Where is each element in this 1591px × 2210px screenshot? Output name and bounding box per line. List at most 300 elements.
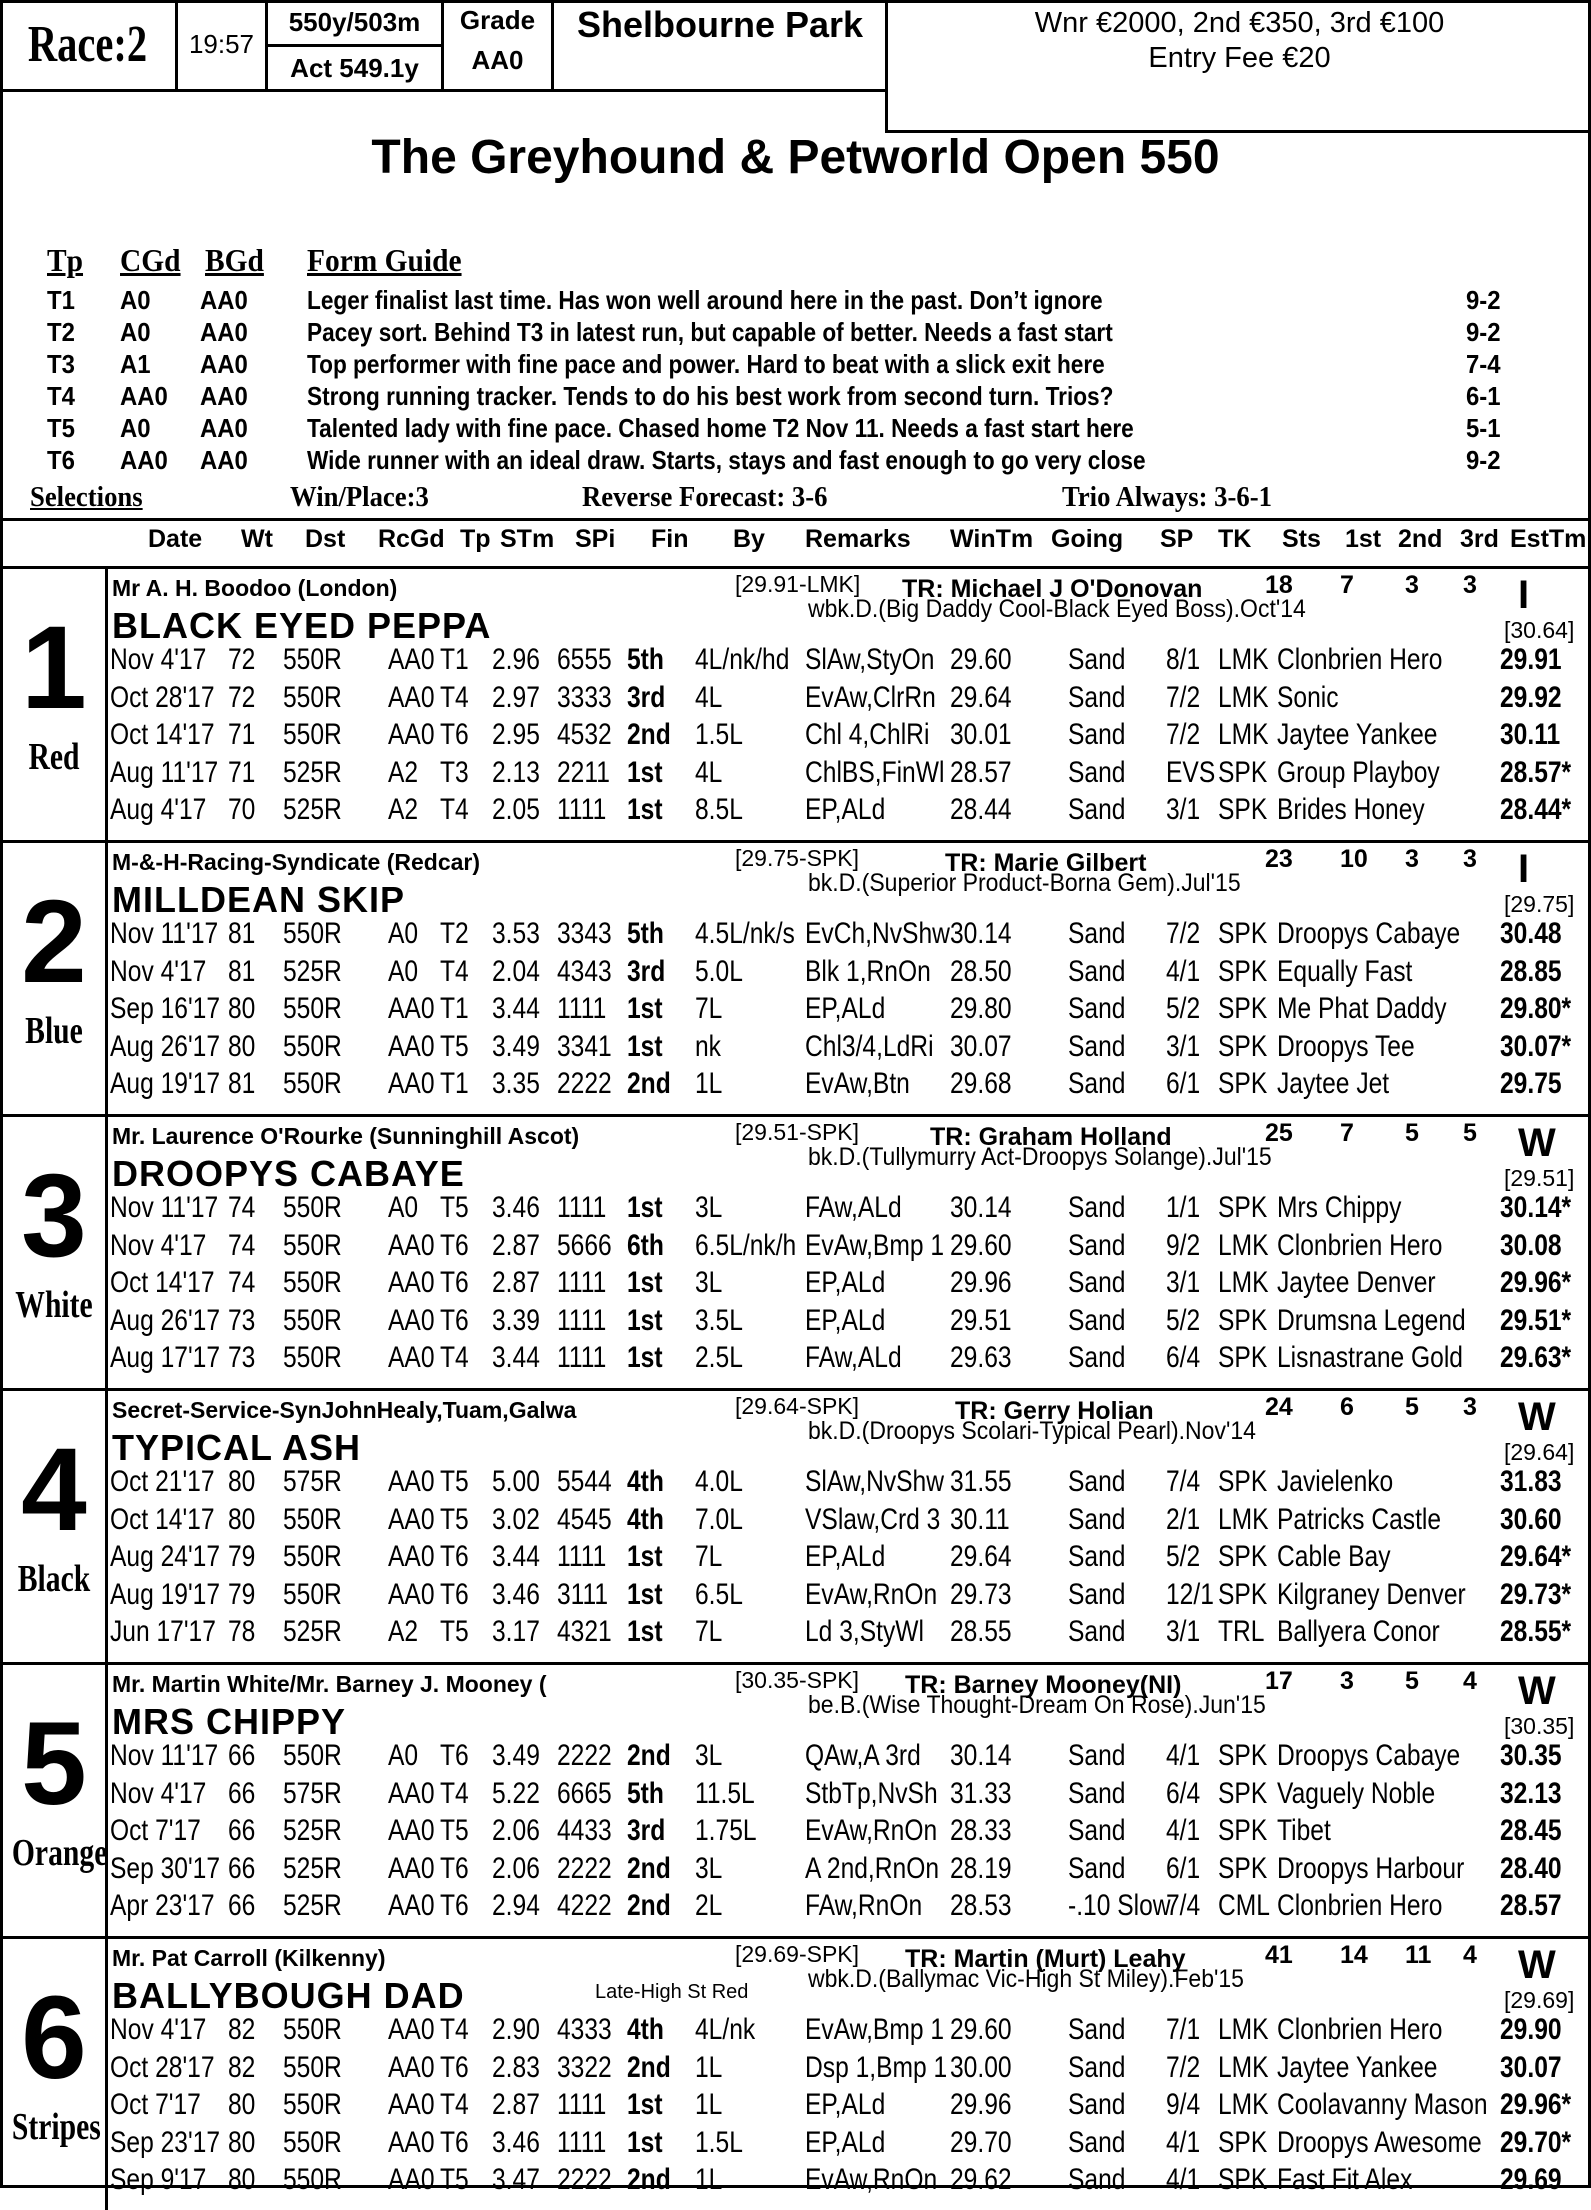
run-grade: AA0 <box>388 2013 435 2046</box>
run-grade: AA0 <box>388 1577 435 1611</box>
trap-number: 4 <box>21 1424 87 1556</box>
breeding: be.B.(Wise Thought-Dream On Rose).Jun'15 <box>808 1691 1266 1719</box>
run-finish: 2nd <box>627 2163 671 2197</box>
form-guide-bgd: AA0 <box>200 445 248 475</box>
run-date: Oct 7'17 <box>110 2088 201 2122</box>
form-line <box>110 1538 1590 1575</box>
run-sp: 9/2 <box>1166 1228 1201 1262</box>
form-line <box>110 915 1590 952</box>
seconds: 11 <box>1405 1941 1432 1969</box>
column-header: EstTm <box>1510 525 1587 553</box>
form-line <box>110 791 1590 828</box>
run-winner: Sonic <box>1277 680 1339 714</box>
trap-block <box>0 1388 1591 1662</box>
run-winner: Jaytee Denver <box>1277 1266 1436 1300</box>
run-going: Sand <box>1068 1540 1126 1574</box>
run-remarks: Chl3/4,LdRi <box>805 1029 934 1063</box>
run-track: SPK <box>1218 1540 1268 1574</box>
run-sp: 7/2 <box>1166 917 1201 950</box>
form-guide-row <box>0 285 1591 317</box>
run-distance: 550R <box>283 1029 342 1063</box>
run-splits: 1111 <box>557 1191 607 1224</box>
run-est-time: 29.63* <box>1500 1341 1572 1375</box>
owner: Mr. Pat Carroll (Kilkenny) <box>112 1945 386 1971</box>
run-trap: T6 <box>440 1739 469 1772</box>
run-by: 1L <box>695 2163 723 2197</box>
run-track: SPK <box>1218 1067 1268 1101</box>
run-trap: T6 <box>440 1540 469 1574</box>
run-grade: AA0 <box>388 1029 435 1063</box>
column-header: Wt <box>241 525 273 553</box>
run-distance: 550R <box>283 2125 342 2159</box>
starts: 24 <box>1265 1393 1293 1421</box>
run-grade: AA0 <box>388 1851 435 1885</box>
form-guide-cgd: AA0 <box>120 381 168 411</box>
run-going: Sand <box>1068 1067 1126 1101</box>
run-finish: 1st <box>627 2088 663 2122</box>
race-header-row <box>0 0 885 92</box>
run-distance: 575R <box>283 1776 342 1810</box>
run-remarks: EP,ALd <box>805 2088 886 2122</box>
run-date: Aug 26'17 <box>110 1029 221 1063</box>
run-sectional: 3.46 <box>492 1191 540 1224</box>
form-guide-row <box>0 445 1591 477</box>
actual-distance: Act 549.1y <box>290 52 419 83</box>
run-by: 4L/nk/hd <box>695 643 790 676</box>
run-winner: Clonbrien Hero <box>1277 1889 1443 1923</box>
race-number: Race:2 <box>27 16 148 73</box>
win-place: Win/Place:3 <box>290 481 429 513</box>
run-track: SPK <box>1218 1739 1268 1772</box>
run-by: 5.0L <box>695 954 743 988</box>
owner: Mr. Martin White/Mr. Barney J. Mooney ( <box>112 1671 547 1697</box>
run-remarks: ChlBS,FinWl <box>805 755 945 789</box>
run-splits: 3333 <box>557 680 612 714</box>
run-splits: 1111 <box>557 992 607 1026</box>
run-sectional: 3.46 <box>492 2125 540 2159</box>
run-finish: 1st <box>627 1615 663 1649</box>
run-sp: 4/1 <box>1166 954 1201 988</box>
run-date: Nov 4'17 <box>110 954 207 988</box>
run-weight: 80 <box>228 2088 256 2122</box>
run-win-time: 28.55 <box>950 1615 1012 1649</box>
trap-colour: White <box>15 1284 93 1326</box>
run-sp: 7/2 <box>1166 718 1201 752</box>
run-est-time: 29.51* <box>1500 1303 1572 1337</box>
run-going: Sand <box>1068 1191 1126 1224</box>
form-guide-bgd: AA0 <box>200 381 248 411</box>
run-grade: AA0 <box>388 992 435 1026</box>
run-win-time: 30.14 <box>950 1739 1012 1772</box>
run-date: Nov 11'17 <box>110 1191 219 1224</box>
run-weight: 82 <box>228 2050 256 2084</box>
run-winner: Droopys Tee <box>1277 1029 1415 1063</box>
run-win-time: 28.44 <box>950 793 1012 827</box>
run-grade: AA0 <box>388 643 435 676</box>
run-going: Sand <box>1068 1615 1126 1649</box>
running-style: I <box>1518 847 1530 891</box>
trap-number: 3 <box>21 1150 87 1282</box>
run-weight: 80 <box>228 1029 256 1063</box>
run-distance: 550R <box>283 1303 342 1337</box>
run-grade: A2 <box>388 793 419 827</box>
run-weight: 66 <box>228 1814 256 1848</box>
run-finish: 1st <box>627 1266 663 1300</box>
run-trap: T4 <box>440 1341 469 1375</box>
run-date: Oct 21'17 <box>110 1465 215 1498</box>
estimated-time: [30.35] <box>1504 1713 1575 1739</box>
run-trap: T5 <box>440 2163 469 2197</box>
run-win-time: 29.51 <box>950 1303 1012 1337</box>
run-finish: 2nd <box>627 1739 671 1772</box>
run-finish: 1st <box>627 992 663 1026</box>
run-remarks: SlAw,StyOn <box>805 643 935 676</box>
prize-money: Wnr €2000, 2nd €350, 3rd €100 <box>1034 7 1445 39</box>
run-est-time: 29.73* <box>1500 1577 1572 1611</box>
run-trap: T6 <box>440 1851 469 1885</box>
run-win-time: 29.63 <box>950 1341 1012 1375</box>
run-est-time: 29.75 <box>1500 1067 1562 1101</box>
run-date: Oct 7'17 <box>110 1814 201 1848</box>
prize-box <box>885 0 1591 133</box>
run-date: Sep 16'17 <box>110 992 221 1026</box>
run-winner: Lisnastrane Gold <box>1277 1341 1463 1375</box>
run-remarks: EP,ALd <box>805 992 886 1026</box>
run-est-time: 30.07* <box>1500 1029 1572 1063</box>
run-distance: 550R <box>283 1540 342 1574</box>
run-by: 7L <box>695 1540 723 1574</box>
run-by: 1.75L <box>695 1814 757 1848</box>
run-grade: AA0 <box>388 2125 435 2159</box>
trap-block <box>0 1662 1591 1936</box>
run-distance: 550R <box>283 1228 342 1262</box>
run-winner: Cable Bay <box>1277 1540 1391 1574</box>
run-remarks: EvAw,Bmp 1 <box>805 1228 945 1262</box>
run-weight: 80 <box>228 2125 256 2159</box>
seconds: 3 <box>1405 571 1419 599</box>
run-weight: 80 <box>228 1502 256 1536</box>
run-going: Sand <box>1068 1851 1126 1885</box>
run-winner: Ballyera Conor <box>1277 1615 1440 1649</box>
run-winner: Javielenko <box>1277 1465 1394 1498</box>
run-by: 11.5L <box>695 1776 755 1810</box>
seconds: 5 <box>1405 1667 1419 1695</box>
run-distance: 550R <box>283 1341 342 1375</box>
run-date: Aug 19'17 <box>110 1577 221 1611</box>
run-remarks: EP,ALd <box>805 2125 886 2159</box>
run-sectional: 3.17 <box>492 1615 540 1649</box>
run-going: Sand <box>1068 680 1126 714</box>
form-guide-bgd: AA0 <box>200 349 248 379</box>
run-weight: 81 <box>228 954 256 988</box>
run-trap: T4 <box>440 793 469 827</box>
run-sp: 9/4 <box>1166 2088 1201 2122</box>
race-time: 19:57 <box>188 29 255 59</box>
run-splits: 3341 <box>557 1029 612 1063</box>
run-by: 6.5L <box>695 1577 743 1611</box>
run-sp: 8/1 <box>1166 643 1201 676</box>
run-track: SPK <box>1218 992 1268 1026</box>
best-time-bracket: [29.75-SPK] <box>735 845 860 871</box>
form-guide-text: Leger finalist last time. Has won well around here in the past. Don’t ignore <box>307 285 1103 315</box>
run-by: nk <box>695 1029 721 1063</box>
form-line <box>110 990 1590 1027</box>
run-win-time: 31.55 <box>950 1465 1012 1498</box>
run-winner: Equally Fast <box>1277 954 1413 988</box>
form-guide-bgd: AA0 <box>200 317 248 347</box>
run-date: Aug 19'17 <box>110 1067 221 1101</box>
run-track: SPK <box>1218 1029 1268 1063</box>
wins: 7 <box>1340 1119 1354 1147</box>
run-win-time: 30.14 <box>950 917 1012 950</box>
run-sectional: 3.39 <box>492 1303 540 1337</box>
run-by: 2L <box>695 1889 723 1923</box>
thirds: 4 <box>1463 1941 1477 1969</box>
best-time-bracket: [29.69-SPK] <box>735 1941 860 1967</box>
run-track: SPK <box>1218 755 1268 789</box>
run-sectional: 3.02 <box>492 1502 540 1536</box>
run-distance: 550R <box>283 643 342 676</box>
run-grade: AA0 <box>388 2163 435 2197</box>
run-date: Aug 4'17 <box>110 793 207 827</box>
run-grade: AA0 <box>388 2088 435 2122</box>
run-distance: 550R <box>283 2013 342 2046</box>
run-sectional: 2.87 <box>492 2088 540 2122</box>
run-track: LMK <box>1218 680 1269 714</box>
run-date: Sep 9'17 <box>110 2163 207 2197</box>
run-grade: AA0 <box>388 718 435 752</box>
trap-colour: Black <box>17 1558 91 1600</box>
run-distance: 550R <box>283 1577 342 1611</box>
run-track: LMK <box>1218 1502 1269 1536</box>
run-remarks: Ld 3,StyWl <box>805 1615 924 1649</box>
run-remarks: A 2nd,RnOn <box>805 1851 940 1885</box>
run-trap: T3 <box>440 755 469 789</box>
run-win-time: 30.07 <box>950 1029 1012 1063</box>
run-grade: A2 <box>388 755 419 789</box>
run-date: Nov 4'17 <box>110 1776 207 1810</box>
run-weight: 73 <box>228 1341 256 1375</box>
trap-colour: Stripes <box>11 2106 101 2148</box>
run-est-time: 28.57 <box>1500 1889 1562 1923</box>
trap-block <box>0 1114 1591 1388</box>
run-splits: 3322 <box>557 2050 612 2084</box>
run-date: Nov 4'17 <box>110 2013 207 2046</box>
run-track: LMK <box>1218 718 1269 752</box>
column-header: 3rd <box>1460 525 1499 553</box>
run-splits: 1111 <box>557 2088 607 2122</box>
run-finish: 2nd <box>627 1851 671 1885</box>
breeding: wbk.D.(Big Daddy Cool-Black Eyed Boss).Oct'14 <box>808 595 1306 623</box>
run-grade: AA0 <box>388 1228 435 1262</box>
form-guide-bgd: AA0 <box>200 413 248 443</box>
run-grade: A2 <box>388 1615 419 1649</box>
form-guide-odds: 9-2 <box>1466 285 1501 315</box>
run-grade: AA0 <box>388 1502 435 1536</box>
form-guide-tp: T5 <box>47 413 75 443</box>
run-remarks: Chl 4,ChlRi <box>805 718 930 752</box>
run-finish: 4th <box>627 1465 664 1498</box>
run-by: 4L <box>695 680 723 714</box>
dog-name: MRS CHIPPY <box>112 1701 347 1742</box>
run-track: CML <box>1218 1889 1270 1923</box>
trainer: TR: Marie Gilbert <box>945 849 1147 877</box>
run-date: Aug 11'17 <box>110 755 219 789</box>
run-track: SPK <box>1218 954 1268 988</box>
run-win-time: 30.01 <box>950 718 1012 752</box>
run-going: Sand <box>1068 1814 1126 1848</box>
run-going: Sand <box>1068 793 1126 827</box>
run-going: Sand <box>1068 1303 1126 1337</box>
run-distance: 550R <box>283 1266 342 1300</box>
trap-colour: Red <box>28 736 80 778</box>
run-sp: EVS <box>1166 755 1216 789</box>
distance: 550y/503m <box>268 0 441 47</box>
run-sectional: 2.13 <box>492 755 540 789</box>
run-splits: 5666 <box>557 1228 612 1262</box>
form-line <box>110 1264 1590 1301</box>
late-note: Late-High St Red <box>595 1981 749 2003</box>
run-trap: T4 <box>440 1776 469 1810</box>
starts: 18 <box>1265 571 1293 599</box>
run-splits: 3343 <box>557 917 612 950</box>
trap-sidebar <box>0 1391 108 1662</box>
run-finish: 5th <box>627 1776 664 1810</box>
run-distance: 550R <box>283 2163 342 2197</box>
tp-header: Tp <box>47 242 84 278</box>
run-by: 6.5L/nk/h <box>695 1228 797 1262</box>
run-finish: 2nd <box>627 1067 671 1101</box>
run-weight: 81 <box>228 1067 256 1101</box>
run-trap: T4 <box>440 954 469 988</box>
run-trap: T6 <box>440 1577 469 1611</box>
starts: 25 <box>1265 1119 1293 1147</box>
distance-cell <box>268 0 444 89</box>
run-track: LMK <box>1218 643 1269 676</box>
trap-sidebar <box>0 569 108 840</box>
run-trap: T4 <box>440 2088 469 2122</box>
selections-label: Selections <box>30 481 143 513</box>
run-finish: 5th <box>627 643 664 676</box>
run-distance: 525R <box>283 755 342 789</box>
run-trap: T6 <box>440 1266 469 1300</box>
starts: 41 <box>1265 1941 1293 1969</box>
trap-sidebar <box>0 1117 108 1388</box>
run-weight: 71 <box>228 718 256 752</box>
form-guide-row <box>0 381 1591 413</box>
form-guide-row <box>0 317 1591 349</box>
run-track: SPK <box>1218 2163 1268 2197</box>
run-track: SPK <box>1218 1577 1268 1611</box>
run-remarks: Blk 1,RnOn <box>805 954 931 988</box>
run-going: Sand <box>1068 755 1126 789</box>
run-weight: 81 <box>228 917 256 950</box>
run-by: 2.5L <box>695 1341 743 1375</box>
run-remarks: EvAw,RnOn <box>805 1814 938 1848</box>
run-grade: AA0 <box>388 1814 435 1848</box>
run-trap: T4 <box>440 2013 469 2046</box>
run-est-time: 28.55* <box>1500 1615 1572 1649</box>
run-winner: Clonbrien Hero <box>1277 2013 1443 2046</box>
run-est-time: 30.14* <box>1500 1191 1572 1224</box>
run-est-time: 29.64* <box>1500 1540 1572 1574</box>
run-splits: 2222 <box>557 2163 612 2197</box>
run-weight: 66 <box>228 1889 256 1923</box>
run-est-time: 30.48 <box>1500 917 1562 950</box>
run-finish: 1st <box>627 1191 663 1224</box>
run-remarks: FAw,ALd <box>805 1191 902 1224</box>
thirds: 4 <box>1463 1667 1477 1695</box>
run-remarks: EP,ALd <box>805 793 886 827</box>
run-win-time: 30.11 <box>950 1502 1010 1536</box>
form-line <box>110 754 1590 791</box>
wins: 7 <box>1340 571 1354 599</box>
run-going: Sand <box>1068 2125 1126 2159</box>
run-weight: 71 <box>228 755 256 789</box>
run-est-time: 29.96* <box>1500 2088 1572 2122</box>
run-by: 4L <box>695 755 723 789</box>
run-distance: 550R <box>283 1191 342 1224</box>
run-win-time: 28.19 <box>950 1851 1012 1885</box>
run-by: 1L <box>695 2050 723 2084</box>
column-header: WinTm <box>950 525 1034 553</box>
run-splits: 2222 <box>557 1851 612 1885</box>
run-sectional: 3.49 <box>492 1029 540 1063</box>
run-going: Sand <box>1068 992 1126 1026</box>
form-line <box>110 1028 1590 1065</box>
run-trap: T5 <box>440 1814 469 1848</box>
run-by: 7.0L <box>695 1502 743 1536</box>
run-by: 3L <box>695 1191 723 1224</box>
run-splits: 1111 <box>557 1303 607 1337</box>
run-date: Aug 17'17 <box>110 1341 221 1375</box>
form-line <box>110 1463 1590 1500</box>
run-by: 1.5L <box>695 2125 743 2159</box>
run-weight: 82 <box>228 2013 256 2046</box>
run-weight: 72 <box>228 643 256 676</box>
run-weight: 72 <box>228 680 256 714</box>
form-line <box>110 1775 1590 1812</box>
form-line <box>110 2049 1590 2086</box>
form-line <box>110 1613 1590 1650</box>
run-sectional: 3.44 <box>492 1341 540 1375</box>
run-track: SPK <box>1218 1814 1268 1848</box>
run-weight: 74 <box>228 1191 256 1224</box>
run-going: Sand <box>1068 1266 1126 1300</box>
run-est-time: 28.57* <box>1500 755 1572 789</box>
run-sectional: 3.44 <box>492 992 540 1026</box>
run-track: LMK <box>1218 1228 1269 1262</box>
run-est-time: 29.69 <box>1500 2163 1562 2197</box>
run-finish: 2nd <box>627 718 671 752</box>
run-trap: T4 <box>440 680 469 714</box>
run-date: Oct 28'17 <box>110 2050 215 2084</box>
run-date: Oct 28'17 <box>110 680 215 714</box>
seconds: 5 <box>1405 1119 1419 1147</box>
run-weight: 80 <box>228 992 256 1026</box>
breeding: bk.D.(Droopys Scolari-Typical Pearl).Nov'14 <box>808 1417 1256 1445</box>
run-trap: T5 <box>440 1191 469 1224</box>
run-finish: 4th <box>627 2013 664 2046</box>
wins: 10 <box>1340 845 1368 873</box>
run-splits: 4545 <box>557 1502 612 1536</box>
form-guide-text: Wide runner with an ideal draw. Starts, stays and fast enough to go very close <box>307 445 1146 475</box>
run-date: Oct 14'17 <box>110 1266 215 1300</box>
run-splits: 4433 <box>557 1814 612 1848</box>
run-sectional: 2.96 <box>492 643 540 676</box>
run-trap: T6 <box>440 1889 469 1923</box>
run-by: 7L <box>695 1615 723 1649</box>
